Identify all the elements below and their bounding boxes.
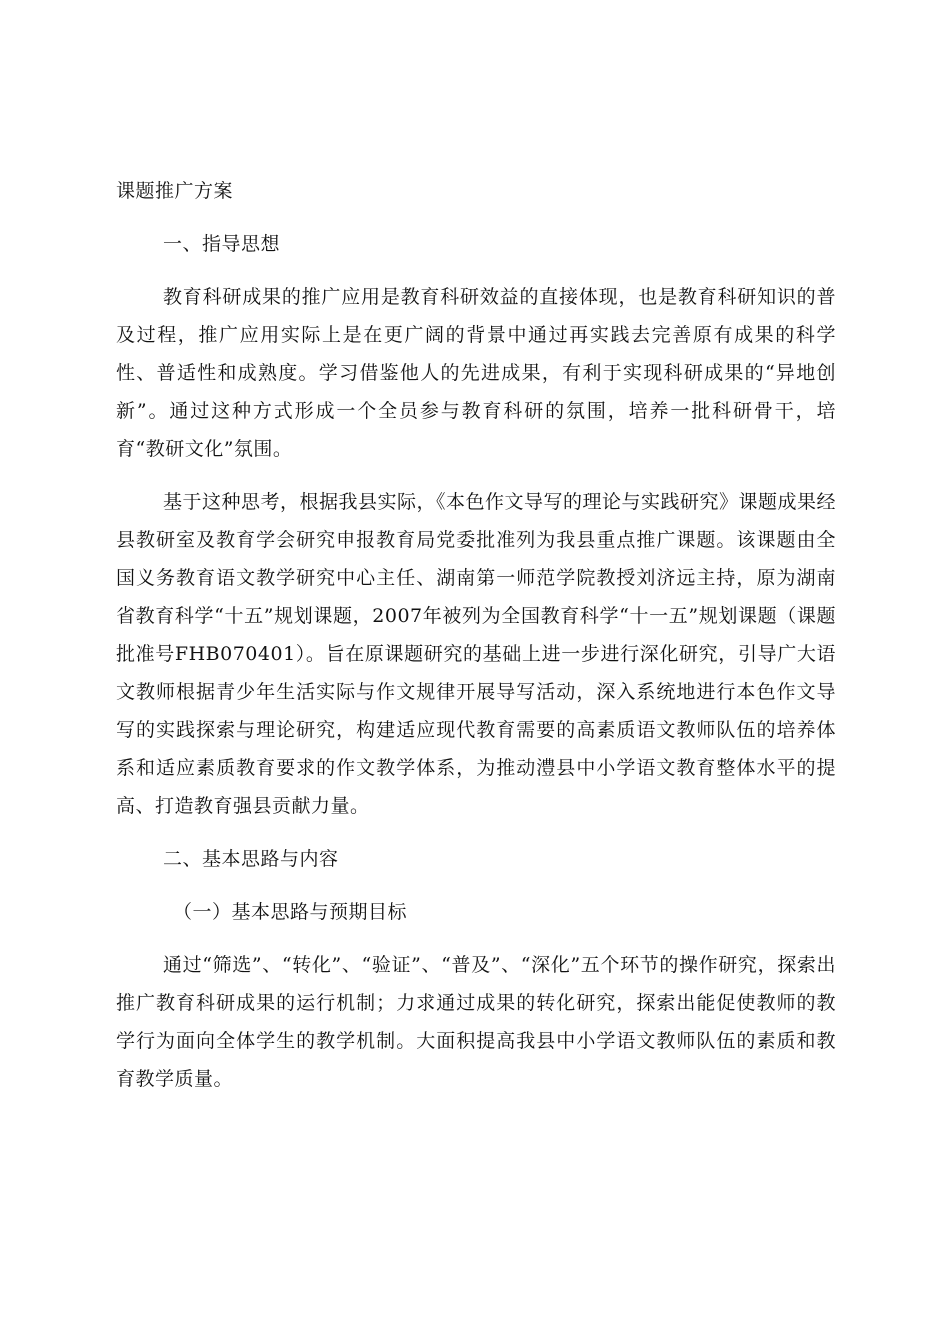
section-heading-guiding-ideology: 一、指导思想: [163, 233, 281, 255]
document-body: [116, 172, 836, 1113]
subsection-heading-approach-goals: （一）基本思路与预期目标: [173, 901, 408, 923]
paragraph-promotion-significance: 教育科研成果的推广应用是教育科研效益的直接体现，也是教育科研知识的普及过程，推广应用实际上是在更广阔的背景中通过再实践去完善原有成果的科学性、普适性和成熟度。学习借鉴他人的先进成果，有利于实现科研成果的“异地创新”。通过这种方式形成一个全员参与教育科研的氛围，培养一批科研骨干，培育“教研文化”氛围。: [116, 286, 836, 460]
section-heading-basic-approach: 二、基本思路与内容: [163, 848, 339, 870]
paragraph-approach-details: 通过“筛选”、“转化”、“验证”、“普及”、“深化”五个环节的操作研究，探索出推广教育科研成果的运行机制；力求通过成果的转化研究，探索出能促使教师的教学行为面向全体学生的教学机制。大面积提高我县中小学语文教师队伍的素质和教育教学质量。: [116, 954, 836, 1090]
document-title: 课题推广方案: [116, 180, 234, 202]
paragraph-project-background: 基于这种思考，根据我县实际，《本色作文导写的理论与实践研究》课题成果经县教研室及教育学会研究申报教育局党委批准列为我县重点推广课题。该课题由全国义务教育语文教学研究中心主任、湖南第一师范学院教授刘济远主持，原为湖南省教育科学“十五”规划课题，2007年被列为全国教育科学“十一五”规划课题（课题批准号FHB070401）。旨在原课题研究的基础上进一步进行深化研究，引导广大语文教师根据青少年生活实际与作文规律开展导写活动，深入系统地进行本色作文导写的实践探索与理论研究，构建适应现代教育需要的高素质语文教师队伍的培养体系和适应素质教育要求的作文教学体系，为推动澧县中小学语文教育整体水平的提高、打造教育强县贡献力量。: [116, 491, 837, 817]
